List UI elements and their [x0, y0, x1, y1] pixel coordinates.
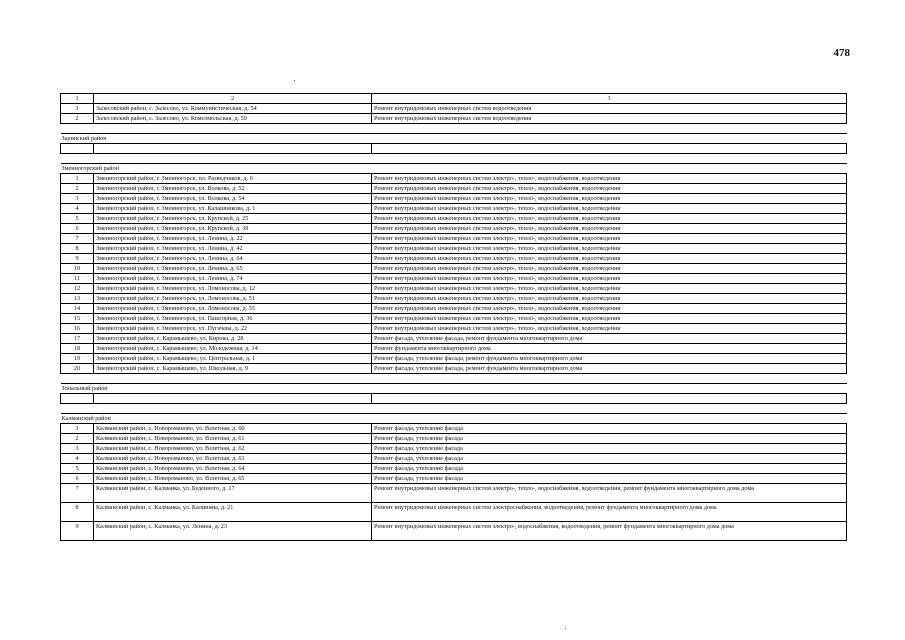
- work-type-cell: Ремонт фасада, утепление фасада: [372, 444, 847, 454]
- column-header: 2: [94, 94, 372, 104]
- column-header: 3: [372, 94, 847, 104]
- work-type-cell: Ремонт внутридомовых инженерных систем электро-, тепло-, водоснабжения, водоотведения: [372, 254, 847, 264]
- table-row: [61, 114, 847, 124]
- work-type-cell: Ремонт внутридомовых инженерных систем электро-, тепло-, водоснабжения, водоотведения: [372, 244, 847, 254]
- work-type-cell: Ремонт внутридомовых инженерных систем водоотведения: [372, 114, 847, 124]
- address-cell: Калманский район, с. Новороманово, ул. Взлетная, д. 63: [94, 454, 372, 464]
- district-heading-row: [61, 384, 847, 394]
- table-row: [61, 314, 847, 324]
- address-cell: Змеиногорский район, с. Карамышево, ул. Кирова, д. 28: [94, 334, 372, 344]
- table-row: [61, 144, 847, 154]
- work-type-cell: [372, 394, 847, 404]
- spacer-cell: [61, 404, 847, 414]
- table-row: [61, 214, 847, 224]
- table-row: [61, 434, 847, 444]
- address-cell: Калманский район, с. Новороманово, ул. Взлетная, д. 65: [94, 474, 372, 484]
- table-row: [61, 354, 847, 364]
- row-number: 3: [61, 194, 94, 204]
- table-row: [61, 254, 847, 264]
- column-header: 1: [61, 94, 94, 104]
- table-row: [61, 444, 847, 454]
- row-number: 20: [61, 364, 94, 374]
- scan-speck: [294, 80, 295, 81]
- work-type-cell: [372, 144, 847, 154]
- column-header-row: [61, 94, 847, 104]
- table-row: [61, 464, 847, 474]
- address-cell: Калманский район, с. Калманка, ул. Буденного, д. 17: [94, 484, 372, 503]
- row-number: 11: [61, 274, 94, 284]
- spacer-cell: [61, 124, 847, 134]
- row-number: 7: [61, 484, 94, 503]
- table-row: [61, 324, 847, 334]
- row-number: 14: [61, 304, 94, 314]
- row-number: 5: [61, 214, 94, 224]
- district-heading-row: [61, 134, 847, 144]
- row-number: 16: [61, 324, 94, 334]
- table-row: [61, 284, 847, 294]
- row-number: 15: [61, 314, 94, 324]
- table-row: [61, 184, 847, 194]
- district-heading: Калманский район: [61, 414, 847, 424]
- address-cell: Змеиногорский район, г. Змеиногорск, ул. Ленина, д. 42: [94, 244, 372, 254]
- work-type-cell: Ремонт внутридомовых инженерных систем электро-, тепло-, водоснабжения, водоотведения: [372, 314, 847, 324]
- table-row: [61, 194, 847, 204]
- row-number: 4: [61, 454, 94, 464]
- row-number: [61, 394, 94, 404]
- address-cell: Змеиногорский район, г. Змеиногорск, ул. Ломоносова, д. 12: [94, 284, 372, 294]
- address-cell: Змеиногорский район, г. Змеиногорск, ул. Волкова, д. 52: [94, 184, 372, 194]
- work-type-cell: Ремонт внутридомовых инженерных систем электро-, тепло-, водоснабжения, водоотведения: [372, 304, 847, 314]
- table-row: [61, 344, 847, 354]
- row-number: 18: [61, 344, 94, 354]
- row-number: 9: [61, 522, 94, 541]
- address-cell: Калманский район, с. Новороманово, ул. Взлетная, д. 61: [94, 434, 372, 444]
- district-heading-row: [61, 164, 847, 174]
- work-type-cell: Ремонт внутридомовых инженерных систем электро-, тепло-, водоснабжения, водоотведения: [372, 274, 847, 284]
- spacer-row: [61, 374, 847, 384]
- row-number: 2: [61, 434, 94, 444]
- row-number: 12: [61, 284, 94, 294]
- row-number: 8: [61, 244, 94, 254]
- work-type-cell: Ремонт внутридомовых инженерных систем электро-, тепло-, водоснабжения, водоотведения: [372, 204, 847, 214]
- spacer-cell: [61, 374, 847, 384]
- work-type-cell: Ремонт внутридомовых инженерных систем электро-, тепло-, водоснабжения, водоотведения: [372, 324, 847, 334]
- work-type-cell: Ремонт внутридомовых инженерных систем электро-, тепло-, водоснабжения, водоотведения: [372, 234, 847, 244]
- address-cell: Калманский район, с. Калманка, ул. Ленина, д. 23: [94, 522, 372, 541]
- row-number: 2: [61, 114, 94, 124]
- address-cell: Змеиногорский район, г. Змеиногорск, ул. Пашгорная, д. 36: [94, 314, 372, 324]
- row-number: 1: [61, 104, 94, 114]
- table-row: [61, 394, 847, 404]
- address-cell: Змеиногорский район, с. Карамышево, ул. Центральная, д. 1: [94, 354, 372, 364]
- address-cell: Калманский район, с. Калманка, ул. Калинина, д. 21: [94, 503, 372, 522]
- row-number: 8: [61, 503, 94, 522]
- work-type-cell: Ремонт внутридомовых инженерных систем электро-, тепло-, водоснабжения, водоотведения: [372, 174, 847, 184]
- row-number: 10: [61, 264, 94, 274]
- table-row: [61, 104, 847, 114]
- table-row: [61, 174, 847, 184]
- address-cell: [94, 394, 372, 404]
- row-number: 19: [61, 354, 94, 364]
- table-row: [61, 424, 847, 434]
- table-row: [61, 204, 847, 214]
- work-type-cell: Ремонт фундамента многоквартирного дома: [372, 344, 847, 354]
- address-cell: Калманский район, с. Новороманово, ул. Взлетная, д. 64: [94, 464, 372, 474]
- row-number: 2: [61, 184, 94, 194]
- address-cell: Залесовский район, с. Залесово, ул. Комсомольская, д. 59: [94, 114, 372, 124]
- address-cell: [94, 144, 372, 154]
- spacer-row: [61, 124, 847, 134]
- address-cell: Змеиногорский район, г. Змеиногорск, ул. Ломоносова, д. 51: [94, 294, 372, 304]
- address-cell: Калманский район, с. Новороманово, ул. Взлетная, д. 60: [94, 424, 372, 434]
- work-type-cell: Ремонт внутридомовых инженерных систем электро-, тепло-, водоснабжения, водоотведения, ремонт фундамента многоквартирного дома дома: [372, 484, 847, 503]
- address-cell: Калманский район, с. Новороманово, ул. Взлетная, д. 62: [94, 444, 372, 454]
- district-heading: Змеиногорский район: [61, 164, 847, 174]
- table-row: [61, 224, 847, 234]
- spacer-cell: [61, 154, 847, 164]
- address-cell: Змеиногорский район, г. Змеиногорск, ул. Волкова, д. 54: [94, 194, 372, 204]
- address-cell: Змеиногорский район, г. Змеиногорск, ул. Ленина, д. 65: [94, 264, 372, 274]
- address-cell: Змеиногорский район, г. Змеиногорск, ул. Ленина, д. 22: [94, 234, 372, 244]
- district-heading: Зональный район: [61, 384, 847, 394]
- address-cell: Змеиногорский район, с. Карамышево, ул. Молодежная, д. 14: [94, 344, 372, 354]
- work-type-cell: Ремонт внутридомовых инженерных систем электро-, тепло-, водоснабжения, водоотведения: [372, 294, 847, 304]
- address-cell: Залесовский район, с. Залесово, ул. Коммунистическая, д. 54: [94, 104, 372, 114]
- row-number: 1: [61, 424, 94, 434]
- row-number: 17: [61, 334, 94, 344]
- row-number: [61, 144, 94, 154]
- district-heading: Заринский район: [61, 134, 847, 144]
- row-number: 1: [61, 174, 94, 184]
- work-type-cell: Ремонт внутридомовых инженерных систем электро-, тепло-, водоснабжения, водоотведения: [372, 264, 847, 274]
- table-row: [61, 474, 847, 484]
- district-heading-row: [61, 414, 847, 424]
- address-cell: Змеиногорский район, г. Змеиногорск, ул. Крупской, д. 25: [94, 214, 372, 224]
- table-row: [61, 294, 847, 304]
- spacer-row: [61, 154, 847, 164]
- repair-register-table: [60, 93, 847, 541]
- page-number: 478: [833, 47, 850, 59]
- address-cell: Змеиногорский район, г. Змеиногорск, пл. Разведчиков, д. 6: [94, 174, 372, 184]
- work-type-cell: Ремонт внутридомовых инженерных систем электро-, тепло-, водоснабжения, водоотведения: [372, 194, 847, 204]
- table-row: [61, 274, 847, 284]
- row-number: 9: [61, 254, 94, 264]
- work-type-cell: Ремонт внутридомовых инженерных систем электро-, тепло-, водоснабжения, водоотведения: [372, 214, 847, 224]
- table-row: [61, 522, 847, 541]
- row-number: 6: [61, 474, 94, 484]
- row-number: 13: [61, 294, 94, 304]
- work-type-cell: Ремонт внутридомовых инженерных систем водоотведения: [372, 104, 847, 114]
- address-cell: Змеиногорский район, г. Змеиногорск, ул. Пугачева, д. 22: [94, 324, 372, 334]
- table-row: [61, 304, 847, 314]
- scan-speck: [565, 628, 566, 629]
- table-row: [61, 244, 847, 254]
- row-number: 4: [61, 204, 94, 214]
- work-type-cell: Ремонт фасада, утепление фасада: [372, 424, 847, 434]
- table-row: [61, 364, 847, 374]
- work-type-cell: Ремонт фасада, утепление фасада: [372, 454, 847, 464]
- row-number: 7: [61, 234, 94, 244]
- table-row: [61, 454, 847, 464]
- row-number: 6: [61, 224, 94, 234]
- work-type-cell: Ремонт внутридомовых инженерных систем электроснабжения, водоотведения, ремонт фундамента многоквартирного дома дома: [372, 503, 847, 522]
- spacer-row: [61, 404, 847, 414]
- table-row: [61, 234, 847, 244]
- work-type-cell: Ремонт фасада, утепление фасада, ремонт фундамента многоквартирного дома: [372, 364, 847, 374]
- work-type-cell: Ремонт фасада, утепление фасада: [372, 434, 847, 444]
- table-body: [61, 94, 847, 541]
- address-cell: Змеиногорский район, с. Карамышево, ул. Школьная, д. 9: [94, 364, 372, 374]
- table-row: [61, 503, 847, 522]
- address-cell: Змеиногорский район, г. Змеиногорск, ул. Калашникова, д. 1: [94, 204, 372, 214]
- row-number: 5: [61, 464, 94, 474]
- work-type-cell: Ремонт внутридомовых инженерных систем электро-, тепло-, водоснабжения, водоотведения: [372, 224, 847, 234]
- address-cell: Змеиногорский район, г. Змеиногорск, ул. Крупской, д. 39: [94, 224, 372, 234]
- address-cell: Змеиногорский район, г. Змеиногорск, ул. Ленина, д. 74: [94, 274, 372, 284]
- work-type-cell: Ремонт внутридомовых инженерных систем электро-, водоснабжения, водоотведения, ремонт фундамента многоквартирного дома дома: [372, 522, 847, 541]
- work-type-cell: Ремонт внутридомовых инженерных систем электро-, тепло-, водоснабжения, водоотведения: [372, 284, 847, 294]
- work-type-cell: Ремонт фасада, утепление фасада, ремонт фундамента многоквартирного дома: [372, 334, 847, 344]
- work-type-cell: Ремонт внутридомовых инженерных систем электро-, тепло-, водоснабжения, водоотведения: [372, 184, 847, 194]
- work-type-cell: Ремонт фасада, утепление фасада, ремонт фундамента многоквартирного дома: [372, 354, 847, 364]
- row-number: 3: [61, 444, 94, 454]
- work-type-cell: Ремонт фасада, утепление фасада: [372, 464, 847, 474]
- table-row: [61, 484, 847, 503]
- work-type-cell: Ремонт фасада, утепление фасада: [372, 474, 847, 484]
- address-cell: Змеиногорский район, г. Змеиногорск, ул. Ломоносова, д. 55: [94, 304, 372, 314]
- address-cell: Змеиногорский район, г. Змеиногорск, ул. Ленина, д. 64: [94, 254, 372, 264]
- table-row: [61, 264, 847, 274]
- table-row: [61, 334, 847, 344]
